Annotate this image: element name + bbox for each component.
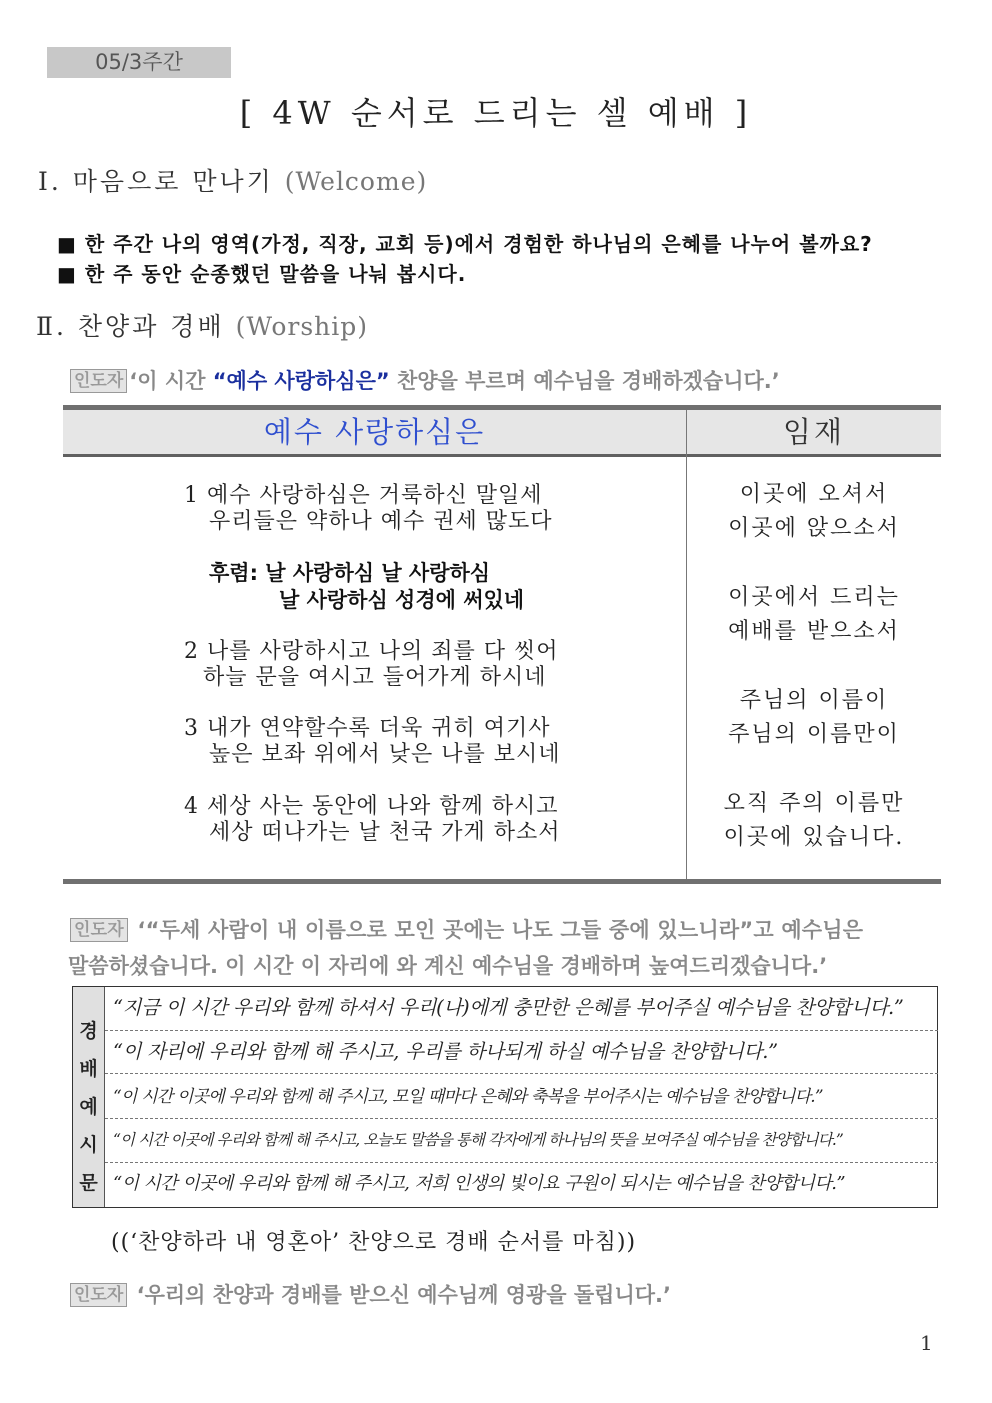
verse-2-line-2: 하늘 문을 여시고 들어가게 하시네 [203,665,547,690]
section-numeral: Ⅱ. [36,312,67,341]
leader-intro [70,365,780,395]
verse-1-line-2: 우리들은 약하나 예수 권세 많도다 [209,509,553,534]
leader-tag: 인도자 [70,369,127,393]
welcome-bullet-2: ■ 한 주 동안 순종했던 말씀을 나눠 봅시다. [57,262,467,286]
response-stanza-4 [687,787,941,855]
prayer-row-separator [105,1162,938,1163]
prayer-row-1: “지금 이 시간 우리와 함께 하셔서 우리(나)에게 충만한 은혜를 부어주실 예수님을 찬양합니다.” [113,996,904,1019]
verse-4-line-1: 4 세상 사는 동안에 나와 함께 하시고 [184,794,559,819]
page-title: [ 4W 순서로 드리는 셀 예배 ] [239,94,753,132]
verse-4-line-2: 세상 떠나가는 날 천국 가게 하소서 [209,820,561,845]
response-stanza-3 [687,684,941,752]
prayer-row-separator [105,1073,938,1074]
side-label-char: 예 [79,1096,98,1118]
verse-3-line-2: 높은 보좌 위에서 낮은 나를 보시네 [209,742,561,767]
verse-1-line-1: 1 예수 사랑하심은 거룩하신 말일세 [184,483,543,508]
hymn-title: 예수 사랑하심은 [263,415,486,449]
prayer-row-3: “이 시간 이곳에 우리와 함께 해 주시고, 모일 때마다 은혜와 축복을 부어주시는 예수님을 찬양합니다.” [113,1087,823,1107]
verse-2-line-1: 2 나를 사랑하시고 나의 죄를 다 씻어 [184,639,559,664]
side-label-char: 경 [79,1020,98,1042]
prayer-row-5: “이 시간 이곳에 우리와 함께 해 주시고, 저희 인생의 빛이요 구원이 되시는 예수님을 찬양합니다.” [113,1173,845,1194]
response-line: 이곳에 오셔서 [739,482,889,507]
response-line: 이곳에 있습니다. [723,825,905,850]
leader-call-line-2: 말씀하셨습니다. 이 시간 이 자리에 와 계신 예수님을 경배하며 높여드리겠습니다.’ [68,954,828,978]
section-worship-heading [36,307,368,343]
prayer-row-2: “이 자리에 우리와 함께 해 주시고, 우리를 하나되게 하실 예수님을 찬양합니다.” [113,1040,778,1063]
closing-note: ((‘찬양하라 내 영혼아’ 찬양으로 경배 순서를 마침)) [111,1230,637,1255]
verse-3-line-1: 3 내가 연약할수록 더욱 귀히 여기사 [184,716,551,741]
hymn-table-bottom-rule [63,879,941,884]
response-line: 이곳에서 드리는 [728,585,900,610]
chorus-line-1: 후렴: 날 사랑하심 날 사랑하심 [209,561,491,585]
welcome-bullet-1: ■ 한 주간 나의 영역(가정, 직장, 교회 등)에서 경험한 하나님의 은혜를 나누어 볼까요? [57,232,873,256]
prayer-row-separator [105,1118,938,1119]
section-heading-ko: 찬양과 경배 [77,312,225,341]
page-number: 1 [920,1331,933,1355]
response-line: 오직 주의 이름만 [723,791,905,816]
prayer-row-separator [105,1030,938,1031]
response-line: 주님의 이름이 [739,688,889,713]
leader-tag: 인도자 [70,918,128,942]
chorus-line-2: 날 사랑하심 성경에 써있네 [279,588,525,612]
prayer-row-4: “이 시간 이곳에 우리와 함께 해 주시고, 오늘도 말씀을 통해 각자에게 하나님의 뜻을 보여주실 예수님을 찬양합니다.” [113,1131,843,1149]
section-numeral: Ⅰ. [38,167,62,196]
leader-call-line-1 [70,914,863,944]
leader-call-text-1: ‘“두세 사람이 내 이름으로 모인 곳에는 나도 그들 중에 있느니라”고 예수님은 [137,918,864,942]
closing-final-text: ‘우리의 찬양과 경배를 받으신 예수님께 영광을 돌립니다.’ [136,1283,671,1307]
leader-tag: 인도자 [70,1283,127,1307]
response-stanza-1 [687,478,941,546]
side-label-char: 시 [79,1134,98,1156]
section-heading-ko: 마음으로 만나기 [72,167,274,196]
response-stanza-2 [687,581,941,649]
worship-prayer-side-label [73,1012,104,1202]
response-title: 임재 [782,415,846,449]
section-welcome-heading [38,162,427,198]
section-heading-en: (Worship) [235,312,368,341]
hymn-table-header-rule [63,454,941,457]
week-tag: 05/3주간 [47,47,231,78]
response-line: 주님의 이름만이 [728,722,900,747]
response-line: 이곳에 앉으소서 [728,516,900,541]
intro-prefix: ‘이 시간 [129,369,213,393]
intro-song-title: “예수 사랑하심은” [212,369,390,393]
closing-leader-line [70,1279,671,1309]
side-label-char: 문 [79,1172,98,1194]
intro-suffix: 찬양을 부르며 예수님을 경배하겠습니다.’ [389,369,780,393]
section-heading-en: (Welcome) [284,167,428,196]
side-label-char: 배 [79,1058,98,1080]
response-line: 예배를 받으소서 [728,619,900,644]
